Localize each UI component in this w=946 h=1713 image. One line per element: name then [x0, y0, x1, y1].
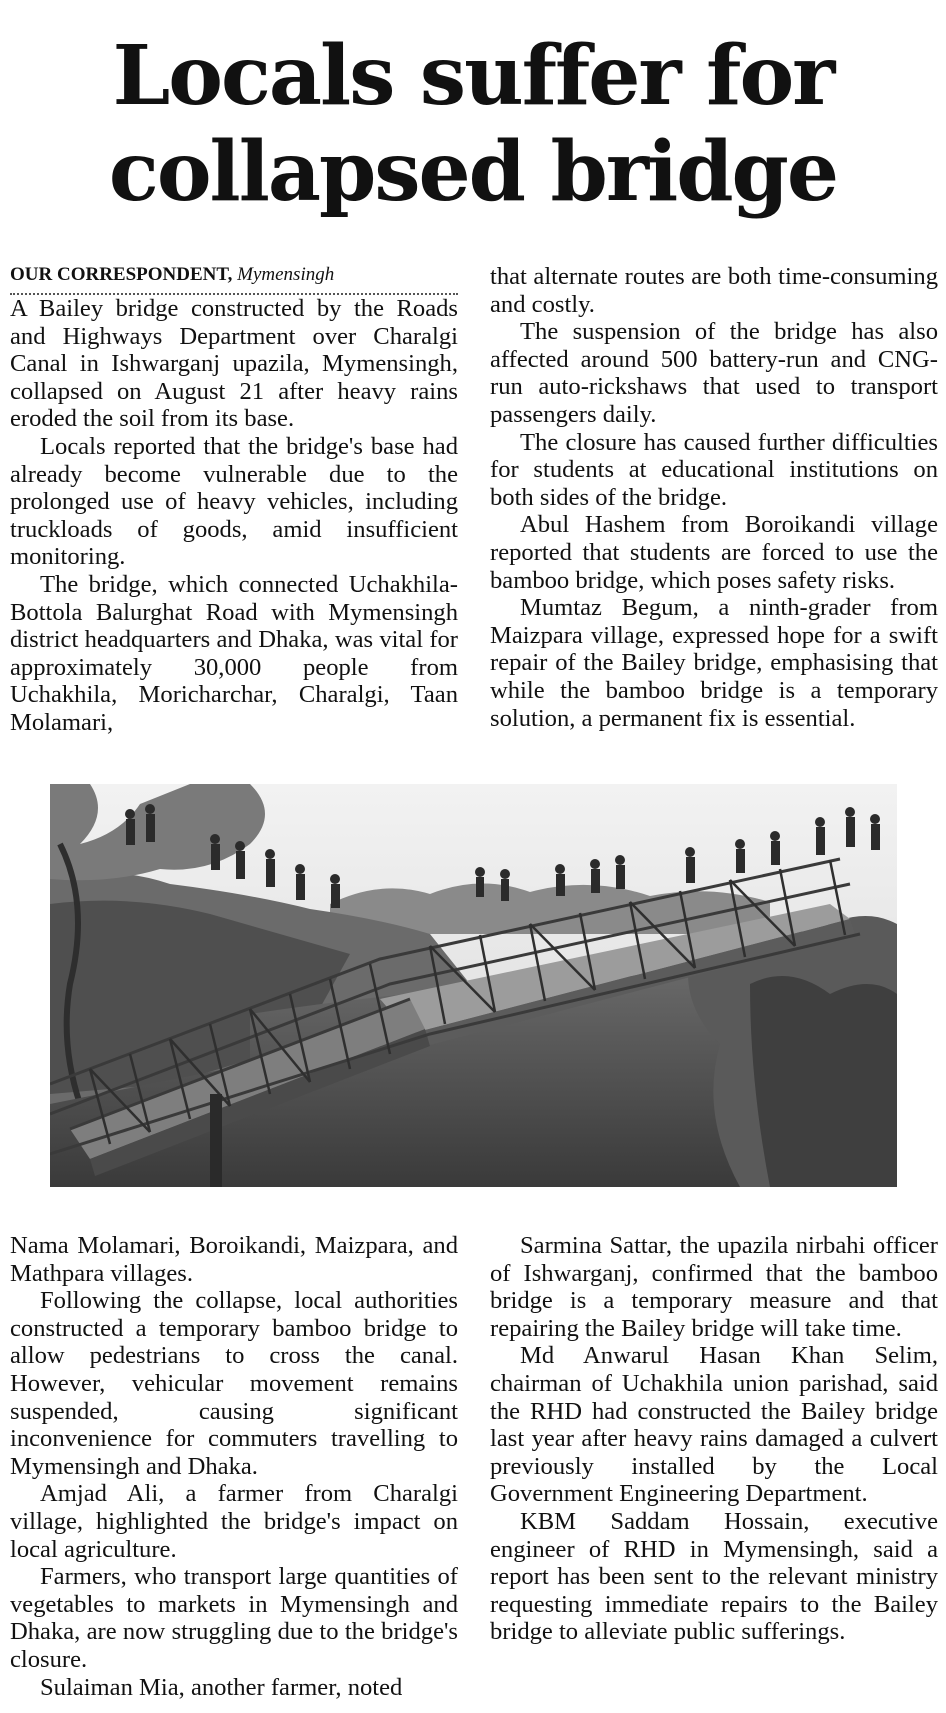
paragraph: Mumtaz Begum, a ninth-grader from Maizpara village, expressed hope for a swift repair of the Bailey bridge, emphasising that while the bamboo bridge is a temporary solution, a permanent fix is essential.	[490, 594, 938, 732]
article-column-top-left	[10, 263, 458, 737]
article-column-bottom-left	[10, 1232, 458, 1701]
headline	[0, 28, 946, 220]
paragraph: A Bailey bridge constructed by the Roads and Highways Department over Charalgi Canal in Ishwarganj upazila, Mymensingh, collapsed on August 21 after heavy rains eroded the soil from its base.	[10, 295, 458, 433]
byline-location: Mymensingh	[237, 264, 335, 285]
paragraph: Sulaiman Mia, another farmer, noted	[40, 1673, 403, 1701]
headline-line-1: Locals suffer for	[112, 28, 834, 124]
paragraph: Sarmina Sattar, the upazila nirbahi officer of Ishwarganj, confirmed that the bamboo bridge is a temporary measure and that repairing the Bailey bridge will take time.	[490, 1232, 938, 1342]
headline-line-2: collapsed bridge	[108, 124, 838, 220]
paragraph: Farmers, who transport large quantities of vegetables to markets in Mymensingh and Dhaka, are now struggling due to the bridge's closure.	[10, 1563, 458, 1673]
byline	[10, 263, 458, 295]
paragraph: Locals reported that the bridge's base had already become vulnerable due to the prolonged use of heavy vehicles, including truckloads of goods, amid insufficient monitoring.	[10, 432, 458, 571]
byline-author: OUR CORRESPONDENT,	[10, 264, 233, 285]
paragraph: Abul Hashem from Boroikandi village reported that students are forced to use the bamboo bridge, which poses safety risks.	[490, 511, 938, 594]
article-column-bottom-right	[490, 1232, 938, 1646]
paragraph: KBM Saddam Hossain, executive engineer of RHD in Mymensingh, said a report has been sent to the relevant ministry requesting immediate repairs to the Bailey bridge to alleviate public sufferings.	[490, 1507, 938, 1646]
paragraph: The suspension of the bridge has also affected around 500 battery-run and CNG-run auto-rickshaws that used to transport passengers daily.	[490, 318, 938, 428]
collapsed-bridge-photo	[50, 784, 897, 1187]
paragraph: Md Anwarul Hasan Khan Selim, chairman of Uchakhila union parishad, said the RHD had constructed the Bailey bridge last year after heavy rains damaged a culvert previously installed by the Local Government Engineering Department.	[490, 1342, 938, 1508]
paragraph: Amjad Ali, a farmer from Charalgi village, highlighted the bridge's impact on local agriculture.	[10, 1480, 458, 1563]
paragraph: that alternate routes are both time-consuming and costly.	[490, 263, 938, 318]
article-column-top-right	[490, 263, 938, 732]
paragraph: The bridge, which connected Uchakhila-Bottola Balurghat Road with Mymensingh district headquarters and Dhaka, was vital for approximately 30,000 people from Uchakhila, Moricharchar, Charalgi, Taan Molamari,	[10, 570, 458, 736]
paragraph: Nama Molamari, Boroikandi, Maizpara, and Mathpara villages.	[10, 1232, 458, 1287]
paragraph: The closure has caused further difficulties for students at educational institutions on both sides of the bridge.	[490, 428, 938, 511]
paragraph: Following the collapse, local authorities constructed a temporary bamboo bridge to allow pedestrians to cross the canal. However, vehicular movement remains suspended, causing significant inconvenience for commuters travelling to Mymensingh and Dhaka.	[10, 1287, 458, 1480]
